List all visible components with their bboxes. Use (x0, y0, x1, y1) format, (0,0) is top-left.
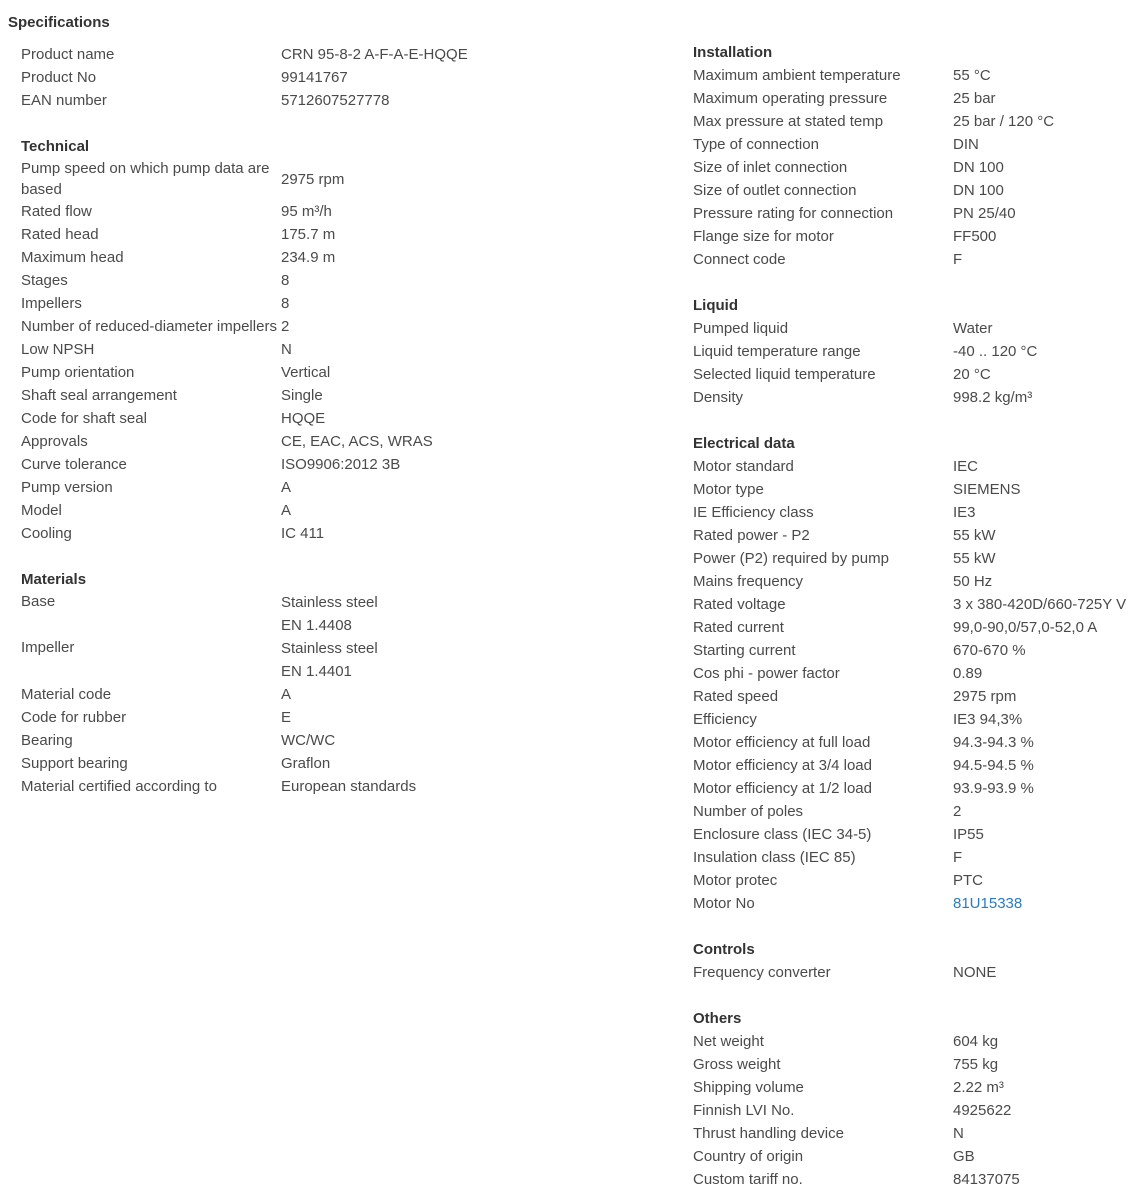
spec-label: Code for shaft seal (21, 410, 147, 427)
spec-label: Support bearing (21, 755, 128, 772)
spec-section-electrical-data (693, 432, 1136, 915)
spec-value: 755 kg (953, 1056, 999, 1073)
spec-value: 4925622 (953, 1102, 1012, 1119)
spec-label: Product No (21, 69, 97, 86)
spec-label: Starting current (693, 642, 796, 659)
spec-value-line: Stainless steel (281, 594, 378, 611)
spec-value: 998.2 kg/m³ (953, 389, 1033, 406)
spec-row-cos-phi-power-factor (693, 662, 1136, 685)
spec-label: Density (693, 389, 744, 406)
spec-label: Rated speed (693, 688, 779, 705)
spec-value: GB (953, 1148, 975, 1165)
spec-value: 55 °C (953, 67, 991, 84)
spec-value: Graflon (281, 755, 331, 772)
spec-label: Maximum head (21, 249, 124, 266)
spec-section-product (21, 43, 661, 112)
spec-row-pumped-liquid (693, 317, 1136, 340)
spec-label: Max pressure at stated temp (693, 113, 884, 130)
spec-row-power-p2-required-by-pump (693, 547, 1136, 570)
spec-row-insulation-class-iec-85 (693, 846, 1136, 869)
spec-label: Shipping volume (693, 1079, 804, 1096)
spec-value: 93.9-93.9 % (953, 780, 1034, 797)
spec-value: FF500 (953, 228, 997, 245)
spec-value (281, 591, 378, 637)
spec-label: Maximum ambient temperature (693, 67, 901, 84)
spec-label: Selected liquid temperature (693, 366, 876, 383)
spec-value: F (953, 251, 963, 268)
spec-label: Material code (21, 686, 112, 703)
spec-label: Pumped liquid (693, 320, 789, 337)
spec-row-maximum-head (21, 246, 661, 269)
spec-value: 94.5-94.5 % (953, 757, 1034, 774)
spec-row-product-no (21, 66, 661, 89)
spec-value: 55 kW (953, 550, 996, 567)
spec-row-flange-size-for-motor (693, 225, 1136, 248)
spec-value-line: Stainless steel (281, 640, 378, 657)
spec-value: 2.22 m³ (953, 1079, 1004, 1096)
spec-row-pump-version (21, 476, 661, 499)
spec-value: IE3 94,3% (953, 711, 1023, 728)
spec-row-size-of-outlet-connection (693, 179, 1136, 202)
spec-label: Motor efficiency at 1/2 load (693, 780, 872, 797)
spec-value: F (953, 849, 963, 866)
spec-row-thrust-handling-device (693, 1122, 1136, 1145)
spec-section-installation (693, 41, 1136, 271)
spec-label: Type of connection (693, 136, 819, 153)
spec-value: Water (953, 320, 993, 337)
spec-row-pressure-rating-for-connection (693, 202, 1136, 225)
spec-row-motor-efficiency-at-3-4-load (693, 754, 1136, 777)
spec-row-maximum-operating-pressure (693, 87, 1136, 110)
spec-value: SIEMENS (953, 481, 1021, 498)
spec-label: Pump version (21, 479, 113, 496)
spec-label: IE Efficiency class (693, 504, 814, 521)
spec-value: A (281, 502, 292, 519)
spec-row-material-code (21, 683, 661, 706)
spec-row-mains-frequency (693, 570, 1136, 593)
spec-value: 604 kg (953, 1033, 999, 1050)
spec-value: ISO9906:2012 3B (281, 456, 401, 473)
spec-value: 2975 rpm (281, 170, 345, 188)
spec-label: Power (P2) required by pump (693, 550, 889, 567)
spec-row-cooling (21, 522, 661, 545)
spec-row-size-of-inlet-connection (693, 156, 1136, 179)
spec-row-rated-current (693, 616, 1136, 639)
section-heading: Electrical data (693, 435, 795, 452)
spec-row-country-of-origin (693, 1145, 1136, 1168)
spec-value: -40 .. 120 °C (953, 343, 1038, 360)
spec-section-materials (21, 568, 661, 798)
spec-label: Code for rubber (21, 709, 127, 726)
spec-value: Vertical (281, 364, 331, 381)
spec-row-efficiency (693, 708, 1136, 731)
spec-label: Net weight (693, 1033, 764, 1050)
spec-value: 94.3-94.3 % (953, 734, 1034, 751)
spec-label: Motor type (693, 481, 764, 498)
spec-value: 99,0-90,0/57,0-52,0 A (953, 619, 1098, 636)
spec-value: CRN 95-8-2 A-F-A-E-HQQE (281, 46, 468, 63)
spec-row-rated-power-p2 (693, 524, 1136, 547)
spec-label: Finnish LVI No. (693, 1102, 795, 1119)
spec-label: Maximum operating pressure (693, 90, 888, 107)
spec-row-base (21, 591, 661, 637)
spec-row-ie-efficiency-class (693, 501, 1136, 524)
spec-value: DN 100 (953, 182, 1004, 199)
spec-value: 8 (281, 295, 290, 312)
spec-value: 55 kW (953, 527, 996, 544)
spec-label: Motor efficiency at full load (693, 734, 871, 751)
spec-label: Shaft seal arrangement (21, 387, 177, 404)
spec-value: N (281, 341, 292, 358)
spec-label: Mains frequency (693, 573, 804, 590)
motor-number-link[interactable]: 81U15338 (953, 895, 1023, 912)
spec-value: 84137075 (953, 1171, 1020, 1188)
spec-value: DN 100 (953, 159, 1004, 176)
spec-label: Frequency converter (693, 964, 831, 981)
spec-label: Pump speed on which pump data are based (21, 160, 270, 198)
spec-value: 3 x 380-420D/660-725Y V (953, 596, 1127, 613)
section-heading: Liquid (693, 297, 738, 314)
spec-label: Rated current (693, 619, 784, 636)
spec-value: 0.89 (953, 665, 983, 682)
spec-row-enclosure-class-iec-34-5 (693, 823, 1136, 846)
spec-row-bearing (21, 729, 661, 752)
spec-label: Insulation class (IEC 85) (693, 849, 856, 866)
spec-row-pump-orientation (21, 361, 661, 384)
spec-section-controls (693, 938, 1136, 984)
spec-row-rated-speed (693, 685, 1136, 708)
spec-label: Motor No (693, 895, 755, 912)
spec-value: A (281, 479, 292, 496)
spec-label: Stages (21, 272, 68, 289)
spec-value: 99141767 (281, 69, 348, 86)
spec-row-code-for-rubber (21, 706, 661, 729)
spec-value: N (953, 1125, 964, 1142)
spec-row-rated-flow (21, 200, 661, 223)
spec-row-gross-weight (693, 1053, 1136, 1076)
spec-value: PN 25/40 (953, 205, 1016, 222)
spec-label: Curve tolerance (21, 456, 127, 473)
spec-label: Enclosure class (IEC 34-5) (693, 826, 872, 843)
spec-label: Rated flow (21, 203, 92, 220)
spec-label: Motor efficiency at 3/4 load (693, 757, 872, 774)
spec-row-connect-code (693, 248, 1136, 271)
spec-value: 8 (281, 272, 290, 289)
spec-value: European standards (281, 778, 417, 795)
left-spec-column (21, 43, 661, 798)
spec-label: Bearing (21, 732, 73, 749)
spec-label: Impellers (21, 295, 82, 312)
spec-label: Impeller (21, 639, 75, 656)
spec-row-starting-current (693, 639, 1136, 662)
spec-label: Rated head (21, 226, 99, 243)
spec-value: 2 (953, 803, 962, 820)
spec-section-liquid (693, 294, 1136, 409)
spec-value: 20 °C (953, 366, 991, 383)
spec-label: Country of origin (693, 1148, 804, 1165)
spec-value: IC 411 (281, 525, 325, 542)
section-heading: Materials (21, 571, 87, 588)
spec-value (953, 893, 1022, 914)
spec-value: PTC (953, 872, 983, 889)
spec-label: Pressure rating for connection (693, 205, 894, 222)
spec-label: Approvals (21, 433, 88, 450)
spec-label: Size of outlet connection (693, 182, 857, 199)
spec-row-max-pressure-at-stated-temp (693, 110, 1136, 133)
spec-value: WC/WC (281, 732, 336, 749)
spec-value: 50 Hz (953, 573, 993, 590)
spec-label: Number of reduced-diameter impellers (21, 318, 277, 335)
spec-label: Flange size for motor (693, 228, 834, 245)
spec-row-support-bearing (21, 752, 661, 775)
spec-section-technical (21, 135, 661, 545)
spec-label: Cooling (21, 525, 72, 542)
spec-value-line: EN 1.4401 (281, 663, 352, 680)
page-title: Specifications (8, 14, 110, 31)
spec-label: Connect code (693, 251, 786, 268)
spec-label: EAN number (21, 92, 107, 109)
spec-row-motor-type (693, 478, 1136, 501)
right-spec-column (693, 41, 1136, 1191)
spec-row-curve-tolerance (21, 453, 661, 476)
spec-label: Pump orientation (21, 364, 135, 381)
spec-row-stages (21, 269, 661, 292)
spec-label: Custom tariff no. (693, 1171, 803, 1188)
spec-value: DIN (953, 136, 979, 153)
spec-row-code-for-shaft-seal (21, 407, 661, 430)
spec-row-rated-head (21, 223, 661, 246)
spec-row-rated-voltage (693, 593, 1136, 616)
section-heading: Controls (693, 941, 755, 958)
spec-row-number-of-reduced-diameter-impellers (21, 315, 661, 338)
spec-label: Base (21, 593, 56, 610)
spec-value: 95 m³/h (281, 203, 332, 220)
spec-row-impeller (21, 637, 661, 683)
spec-value: E (281, 709, 292, 726)
spec-row-density (693, 386, 1136, 409)
section-heading: Installation (693, 44, 773, 61)
spec-label: Motor protec (693, 872, 778, 889)
spec-row-number-of-poles (693, 800, 1136, 823)
spec-value: HQQE (281, 410, 326, 427)
spec-label: Efficiency (693, 711, 757, 728)
spec-label: Low NPSH (21, 341, 95, 358)
spec-label: Cos phi - power factor (693, 665, 840, 682)
spec-row-low-npsh (21, 338, 661, 361)
spec-value: NONE (953, 964, 997, 981)
spec-value: 2975 rpm (953, 688, 1017, 705)
spec-row-ean-number (21, 89, 661, 112)
spec-value: A (281, 686, 292, 703)
spec-label: Liquid temperature range (693, 343, 861, 360)
spec-value: 175.7 m (281, 226, 336, 243)
spec-row-finnish-lvi-no (693, 1099, 1136, 1122)
spec-value: 5712607527778 (281, 92, 390, 109)
spec-row-motor-standard (693, 455, 1136, 478)
spec-row-liquid-temperature-range (693, 340, 1136, 363)
spec-value (281, 637, 378, 683)
spec-section-others (693, 1007, 1136, 1191)
spec-row-motor-no (693, 892, 1136, 915)
spec-label: Motor standard (693, 458, 794, 475)
spec-row-net-weight (693, 1030, 1136, 1053)
spec-row-motor-efficiency-at-full-load (693, 731, 1136, 754)
spec-row-pump-speed-on-which-pump-data-are-based (21, 158, 661, 200)
spec-row-type-of-connection (693, 133, 1136, 156)
spec-label: Gross weight (693, 1056, 781, 1073)
section-heading: Technical (21, 138, 90, 155)
spec-row-custom-tariff-no (693, 1168, 1136, 1191)
spec-label: Model (21, 502, 62, 519)
spec-row-selected-liquid-temperature (693, 363, 1136, 386)
spec-row-shipping-volume (693, 1076, 1136, 1099)
section-heading: Others (693, 1010, 742, 1027)
spec-row-motor-protec (693, 869, 1136, 892)
spec-label: Rated power - P2 (693, 527, 810, 544)
spec-label: Product name (21, 46, 115, 63)
spec-row-frequency-converter (693, 961, 1136, 984)
spec-label: Thrust handling device (693, 1125, 844, 1142)
spec-value: 2 (281, 318, 290, 335)
spec-row-maximum-ambient-temperature (693, 64, 1136, 87)
spec-row-impellers (21, 292, 661, 315)
spec-label: Material certified according to (21, 778, 217, 795)
spec-row-motor-efficiency-at-1-2-load (693, 777, 1136, 800)
spec-value-line: EN 1.4408 (281, 617, 352, 634)
spec-row-material-certified-according-to (21, 775, 661, 798)
spec-row-approvals (21, 430, 661, 453)
spec-value: Single (281, 387, 323, 404)
spec-value: 670-670 % (953, 642, 1026, 659)
spec-row-model (21, 499, 661, 522)
spec-value: 234.9 m (281, 249, 336, 266)
spec-label: Number of poles (693, 803, 804, 820)
spec-label: Rated voltage (693, 596, 786, 613)
spec-value: 25 bar (953, 90, 996, 107)
spec-value: IEC (953, 458, 979, 475)
spec-label: Size of inlet connection (693, 159, 848, 176)
spec-value: CE, EAC, ACS, WRAS (281, 433, 433, 450)
spec-value: 25 bar / 120 °C (953, 113, 1055, 130)
spec-value: IE3 (953, 504, 976, 521)
spec-row-product-name (21, 43, 661, 66)
spec-value: IP55 (953, 826, 984, 843)
spec-row-shaft-seal-arrangement (21, 384, 661, 407)
